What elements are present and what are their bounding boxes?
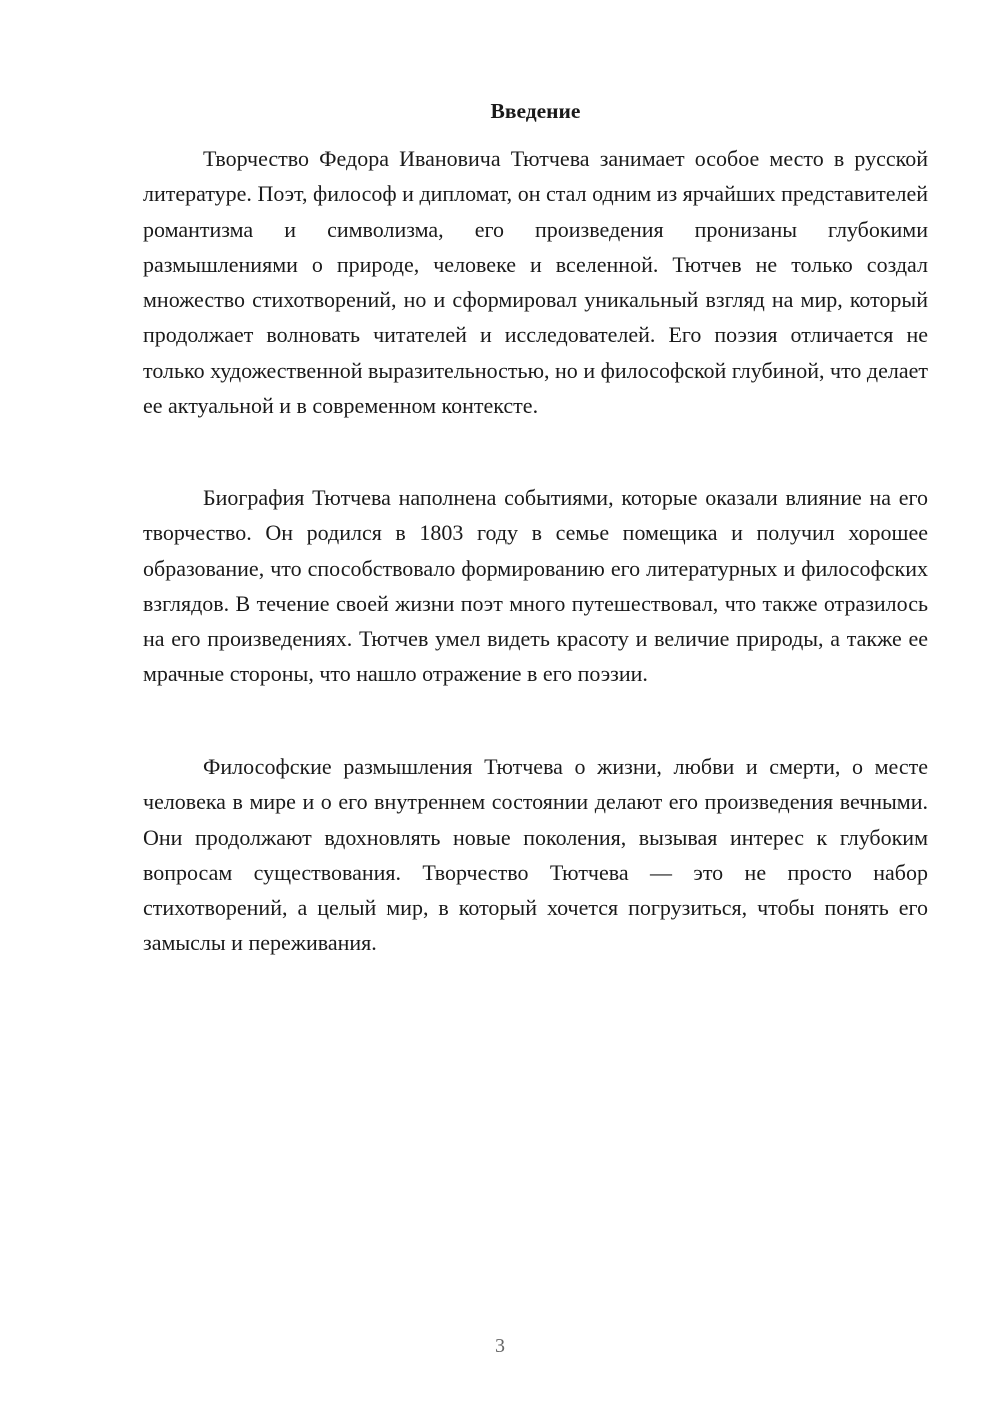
page-number: 3: [495, 1335, 505, 1357]
paragraph-introduction: Творчество Федора Ивановича Тютчева занимает особое место в русской литературе. Поэт, философ и дипломат, он стал одним из ярчайших представителей романтизма и символизма, его произведения пронизаны глубокими размышлениями о природе, человеке и вселенной. Тютчев не только создал множество стихотворений, но и сформировал уникальный взгляд на мир, который продолжает волновать читателей и исследователей. Его поэзия отличается не только художественной выразительностью, но и философской глубиной, что делает ее актуальной и в современном контексте.: [143, 146, 928, 419]
paragraph-philosophy: Философские размышления Тютчева о жизни, любви и смерти, о месте человека в мире и о его внутреннем состоянии делают его произведения вечными. Они продолжают вдохновлять новые поколения, вызывая интерес к глубоким вопросам существования. Творчество Тютчева — это не просто набор стихотворений, а целый мир, в который хочется погрузиться, чтобы понять его замыслы и переживания.: [143, 754, 928, 956]
page-title: Введение: [490, 99, 581, 123]
paragraph-biography: Биография Тютчева наполнена событиями, которые оказали влияние на его творчество. Он родился в 1803 году в семье помещика и получил хорошее образование, что способствовало формированию его литературных и философских взглядов. В течение своей жизни поэт много путешествовал, что также отразилось на его произведениях. Тютчев умел видеть красоту и величие природы, а также ее мрачные стороны, что нашло отражение в его поэзии.: [143, 485, 928, 687]
